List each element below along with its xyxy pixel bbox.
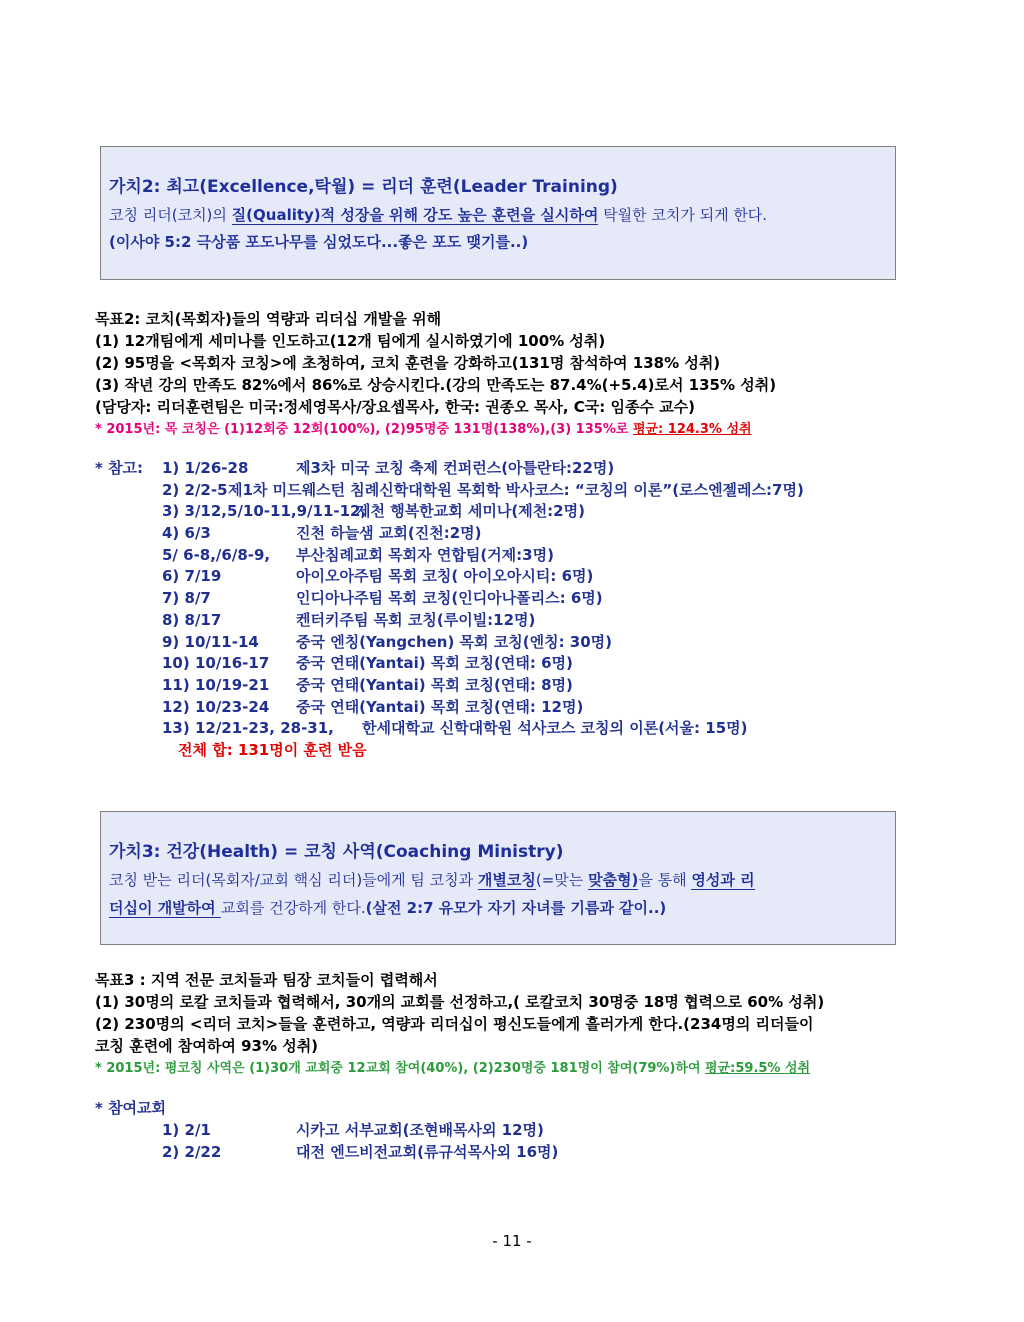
ref-row-5-no: 5/ 6-8,/6/8-9,	[162, 546, 271, 564]
goal3-item2b: 코칭 훈련에 참여하여 93% 성취)	[95, 1037, 319, 1055]
churches-label: * 참여교회	[95, 1099, 167, 1117]
ref-row-5-desc: 부산침례교회 목회자 연합팀(거제:3명)	[296, 546, 554, 564]
value3-line2-b: 교회를 건강하게 한다.	[220, 899, 366, 917]
goal3-item2a: (2) 230명의 <리더 코치>들을 훈련하고, 역량과 리더십이 평신도들에게 흘러가게 한다.(234명의 리더들이	[95, 1015, 814, 1033]
ref-row-11-desc: 중국 연태(Yantai) 목회 코칭(연태: 8명)	[296, 676, 573, 694]
value3-line1-e: 을 통해	[638, 871, 692, 889]
value3-line2-c: (살전 2:7 유모가 자기 자녀를 기름과 같이..)	[365, 899, 667, 917]
value3-line1-a: 코칭 받는 리더(목회자/교회 핵심 리더)들에게 팀 코칭과	[109, 871, 478, 889]
value2-line1-b: 질(Quality)적 성장을 위해 강도 높은 훈련을 실시하여	[231, 206, 599, 224]
value3-line1-b: 개별코칭	[477, 871, 536, 889]
goal3-result	[95, 1057, 810, 1079]
value3-line2	[109, 898, 666, 918]
value2-line2: (이사야 5:2 극상품 포도나무를 심었도다...좋은 포도 맺기를..)	[109, 233, 529, 251]
value3-title: 가치3: 건강(Health) = 코칭 사역(Coaching Ministry)	[109, 842, 564, 862]
church-row-1-desc: 시카고 서부교회(조현배목사외 12명)	[296, 1121, 544, 1139]
goal2-item2: (2) 95명을 <목회자 코칭>에 초청하여, 코치 훈련을 강화하고(131명 참석하여 138% 성취)	[95, 354, 721, 372]
value3-line1-d: 맞춤형)	[588, 871, 639, 889]
ref-row-12-no: 12) 10/23-24	[162, 698, 270, 716]
reference-label: * 참고:	[95, 459, 144, 477]
ref-row-7-no: 7) 8/7	[162, 589, 211, 607]
goal3-item1: (1) 30명의 로칼 코치들과 협력해서, 30개의 교회를 선정하고,( 로칼코치 30명중 18명 협력으로 60% 성취)	[95, 993, 825, 1011]
ref-row-13-desc: 한세대학교 신학대학원 석사코스 코칭의 이론(서울: 15명)	[362, 719, 748, 737]
goal2-result	[95, 418, 752, 440]
ref-row-6-no: 6) 7/19	[162, 567, 222, 585]
ref-row-8-desc: 켄터키주팀 목회 코칭(루이빌:12명)	[296, 611, 536, 629]
ref-row-1-desc: 제3차 미국 코칭 축제 컨퍼런스(아틀란타:22명)	[296, 459, 615, 477]
value2-line1-c: 탁월한 코치가 되게 한다.	[598, 206, 768, 224]
value3-line1-c: (=맞는	[535, 871, 589, 889]
ref-row-10-desc: 중국 연태(Yantai) 목회 코칭(연태: 6명)	[296, 654, 573, 672]
ref-row-3-desc: 제천 행복한교회 세미나(제천:2명)	[356, 502, 585, 520]
ref-row-10-no: 10) 10/16-17	[162, 654, 270, 672]
value2-title: 가치2: 최고(Excellence,탁월) = 리더 훈련(Leader Training)	[109, 177, 618, 197]
ref-row-9-no: 9) 10/11-14	[162, 633, 259, 651]
goal3-result-a: * 2015년: 평코칭 사역은 (1)30개 교회중 12교회 참여(40%), (2)230명중 181명이 참여(79%)하여	[95, 1061, 706, 1076]
reference-total: 전체 합: 131명이 훈련 받음	[178, 741, 367, 759]
goal2-heading: 목표2: 코치(목회자)들의 역량과 리더십 개발을 위해	[95, 310, 442, 328]
ref-row-6-desc: 아이오아주팀 목회 코칭( 아이오아시티: 6명)	[296, 567, 594, 585]
ref-row-3-no: 3) 3/12,5/10-11,9/11-12,	[162, 502, 367, 520]
ref-row-11-no: 11) 10/19-21	[162, 676, 270, 694]
value3-line1-f: 영성과 리	[691, 871, 755, 889]
value2-line1	[109, 205, 767, 225]
church-row-2-desc: 대전 엔드비전교회(류규석목사외 16명)	[296, 1143, 559, 1161]
ref-row-8-no: 8) 8/17	[162, 611, 222, 629]
goal2-result-b: 평균: 124.3% 성취	[632, 422, 752, 437]
goal2-item3: (3) 작년 강의 만족도 82%에서 86%로 상승시킨다.(강의 만족도는 87.4%(+5.4)로서 135% 성취)	[95, 376, 777, 394]
goal2-result-a: * 2015년: 목 코칭은 (1)12회중 12회(100%), (2)95명중 131명(138%),(3) 135%로	[95, 422, 633, 437]
ref-row-9-desc: 중국 엔칭(Yangchen) 목회 코칭(엔칭: 30명)	[296, 633, 613, 651]
goal3-result-b: 평균:59.5% 성취	[705, 1061, 811, 1076]
church-row-1-no: 1) 2/1	[162, 1121, 211, 1139]
ref-row-4-no: 4) 6/3	[162, 524, 211, 542]
value2-line1-a: 코칭 리더(코치)의	[109, 206, 232, 224]
ref-row-2-desc: 제1차 미드웨스턴 침례신학대학원 목회학 박사코스: “코칭의 이론”(로스엔젤레스:7명)	[228, 481, 804, 499]
ref-row-13-no: 13) 12/21-23, 28-31,	[162, 719, 334, 737]
goal3-heading: 목표3 : 지역 전문 코치들과 팀장 코치들이 렵력해서	[95, 971, 438, 989]
goal2-item1: (1) 12개팀에게 세미나를 인도하고(12개 팀에게 실시하였기에 100% 성취)	[95, 332, 606, 350]
ref-row-2-no: 2) 2/2-5	[162, 481, 228, 499]
church-row-2-no: 2) 2/22	[162, 1143, 222, 1161]
ref-row-1-no: 1) 1/26-28	[162, 459, 249, 477]
page-number: - 11 -	[492, 1232, 532, 1250]
ref-row-12-desc: 중국 연태(Yantai) 목회 코칭(연태: 12명)	[296, 698, 584, 716]
ref-row-7-desc: 인디아나주팀 목회 코칭(인디아나폴리스: 6명)	[296, 589, 603, 607]
value3-line2-a: 더십이 개발하여	[109, 899, 221, 917]
goal2-item4: (담당자: 리더훈련팀은 미국:정세영목사/장요셉목사, 한국: 권종오 목사, C국: 임종수 교수)	[95, 398, 696, 416]
value3-line1	[109, 870, 755, 890]
ref-row-4-desc: 진천 하늘샘 교회(진천:2명)	[296, 524, 482, 542]
